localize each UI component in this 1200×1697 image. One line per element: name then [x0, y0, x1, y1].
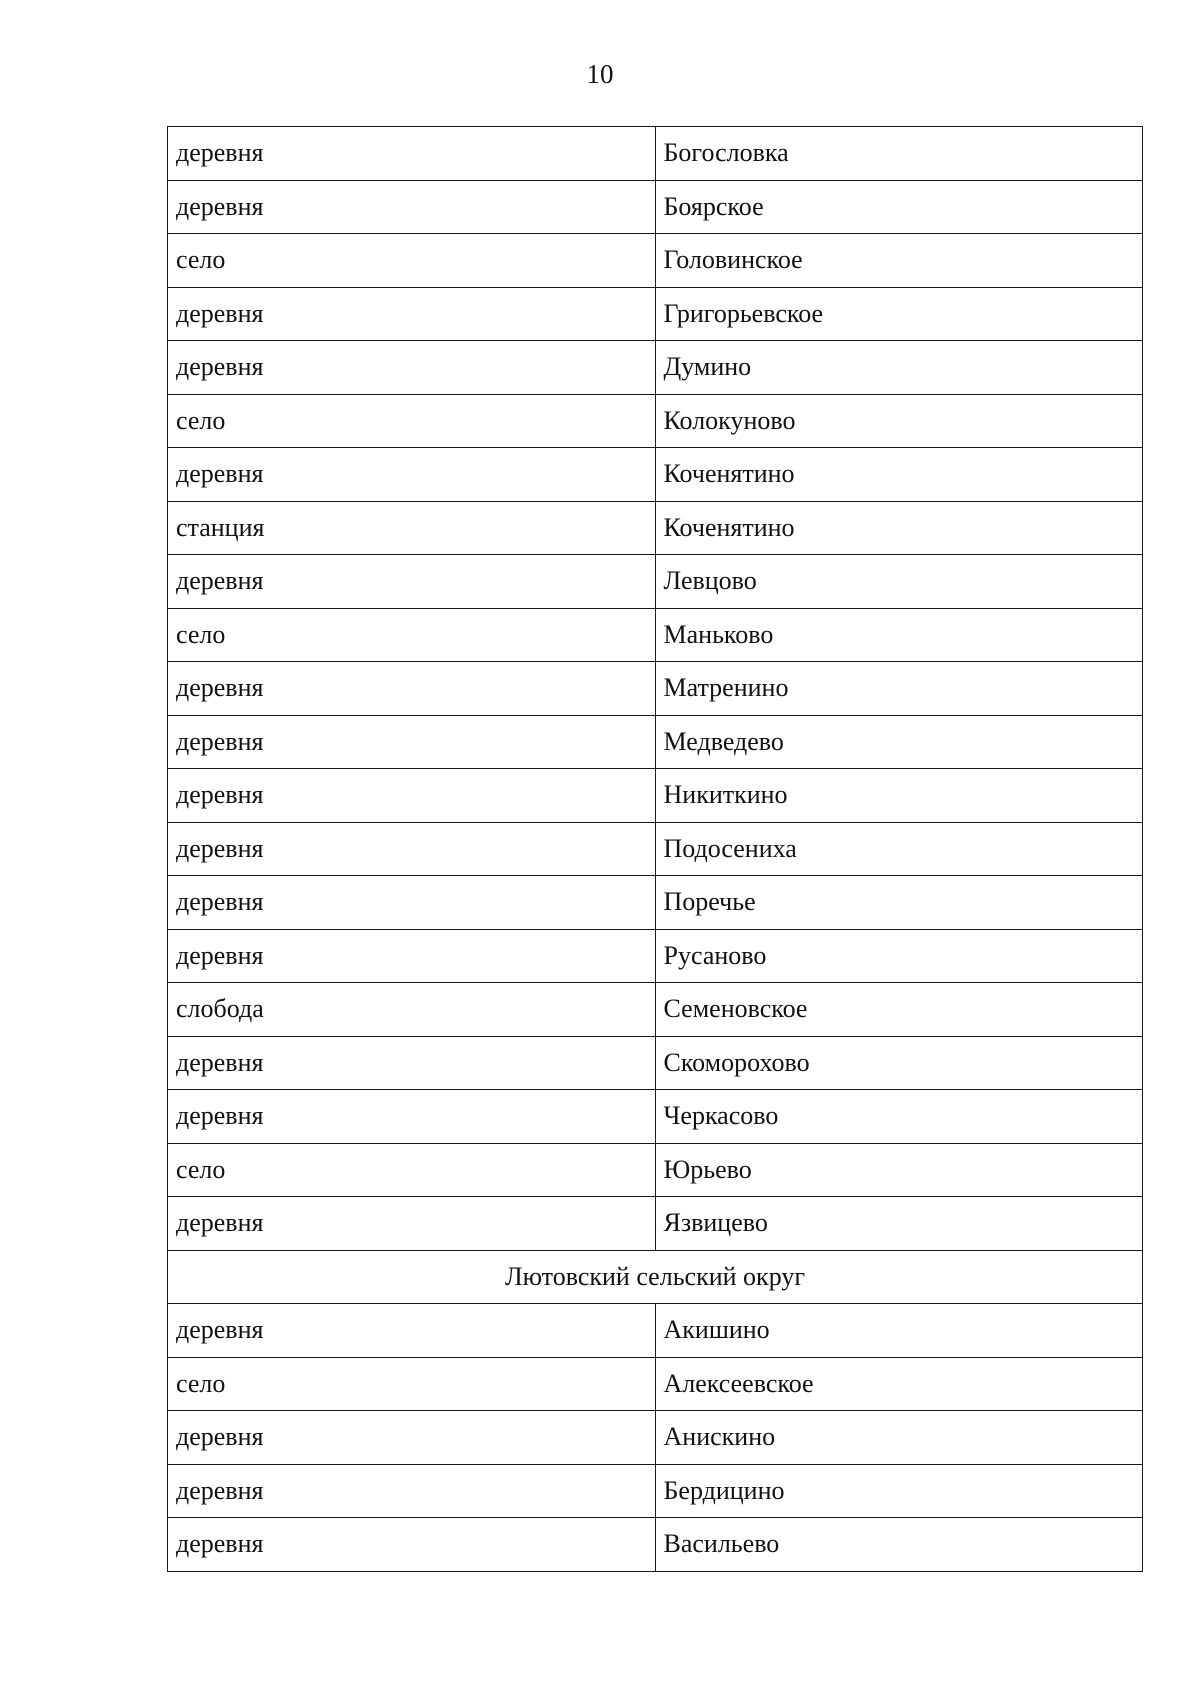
settlement-type-cell: деревня [168, 287, 656, 341]
settlement-type-cell: деревня [168, 876, 656, 930]
table-row [168, 180, 1143, 234]
table-row [168, 608, 1143, 662]
section-title: Лютовский сельский округ [168, 1250, 1143, 1304]
settlement-type-cell: деревня [168, 929, 656, 983]
table-row [168, 234, 1143, 288]
table-row [168, 127, 1143, 181]
settlement-type-cell: село [168, 394, 656, 448]
table-row [168, 394, 1143, 448]
settlement-type-cell: деревня [168, 1518, 656, 1572]
settlement-name-cell: Бердицино [655, 1464, 1143, 1518]
settlement-type-cell: деревня [168, 715, 656, 769]
table-row [168, 1411, 1143, 1465]
settlement-name-cell: Григорьевское [655, 287, 1143, 341]
settlement-name-cell: Васильево [655, 1518, 1143, 1572]
settlement-type-cell: село [168, 1357, 656, 1411]
settlements-table [167, 126, 1143, 1572]
settlement-name-cell: Скоморохово [655, 1036, 1143, 1090]
table-row [168, 715, 1143, 769]
table-row [168, 1304, 1143, 1358]
settlement-name-cell: Медведево [655, 715, 1143, 769]
settlement-name-cell: Никиткино [655, 769, 1143, 823]
settlement-name-cell: Семеновское [655, 983, 1143, 1037]
settlement-name-cell: Черкасово [655, 1090, 1143, 1144]
settlement-type-cell: деревня [168, 662, 656, 716]
settlement-name-cell: Маньково [655, 608, 1143, 662]
section-row [168, 1250, 1143, 1304]
table-row [168, 822, 1143, 876]
settlement-type-cell: деревня [168, 769, 656, 823]
settlement-name-cell: Акишино [655, 1304, 1143, 1358]
settlement-type-cell: деревня [168, 555, 656, 609]
table-row [168, 448, 1143, 502]
settlement-type-cell: деревня [168, 1464, 656, 1518]
table-row [168, 1143, 1143, 1197]
settlement-name-cell: Алексеевское [655, 1357, 1143, 1411]
table-row [168, 1197, 1143, 1251]
settlement-name-cell: Анискино [655, 1411, 1143, 1465]
table-row [168, 287, 1143, 341]
settlements-table-container [167, 126, 1143, 1572]
table-row [168, 1036, 1143, 1090]
settlement-type-cell: деревня [168, 1411, 656, 1465]
table-row [168, 555, 1143, 609]
settlement-name-cell: Головинское [655, 234, 1143, 288]
settlement-type-cell: станция [168, 501, 656, 555]
settlements-table-body [168, 127, 1143, 1572]
table-row [168, 929, 1143, 983]
page-number: 10 [586, 59, 614, 89]
table-row [168, 501, 1143, 555]
settlement-type-cell: деревня [168, 448, 656, 502]
settlement-name-cell: Думино [655, 341, 1143, 395]
settlement-type-cell: деревня [168, 341, 656, 395]
table-row [168, 1090, 1143, 1144]
table-row [168, 769, 1143, 823]
settlement-name-cell: Левцово [655, 555, 1143, 609]
table-row [168, 876, 1143, 930]
table-row [168, 1357, 1143, 1411]
settlement-name-cell: Боярское [655, 180, 1143, 234]
settlement-name-cell: Подосениха [655, 822, 1143, 876]
settlement-type-cell: деревня [168, 1090, 656, 1144]
table-row [168, 1464, 1143, 1518]
settlement-type-cell: деревня [168, 1197, 656, 1251]
settlement-type-cell: деревня [168, 180, 656, 234]
table-row [168, 341, 1143, 395]
settlement-type-cell: село [168, 1143, 656, 1197]
settlement-type-cell: слобода [168, 983, 656, 1037]
settlement-name-cell: Матренино [655, 662, 1143, 716]
settlement-type-cell: село [168, 234, 656, 288]
table-row [168, 983, 1143, 1037]
settlement-name-cell: Коченятино [655, 501, 1143, 555]
table-row [168, 1518, 1143, 1572]
settlement-type-cell: деревня [168, 127, 656, 181]
settlement-name-cell: Богословка [655, 127, 1143, 181]
settlement-name-cell: Поречье [655, 876, 1143, 930]
settlement-type-cell: деревня [168, 1036, 656, 1090]
table-row [168, 662, 1143, 716]
settlement-name-cell: Русаново [655, 929, 1143, 983]
settlement-type-cell: село [168, 608, 656, 662]
settlement-name-cell: Колокуново [655, 394, 1143, 448]
settlement-name-cell: Язвицево [655, 1197, 1143, 1251]
settlement-type-cell: деревня [168, 822, 656, 876]
settlement-name-cell: Коченятино [655, 448, 1143, 502]
settlement-name-cell: Юрьево [655, 1143, 1143, 1197]
settlement-type-cell: деревня [168, 1304, 656, 1358]
